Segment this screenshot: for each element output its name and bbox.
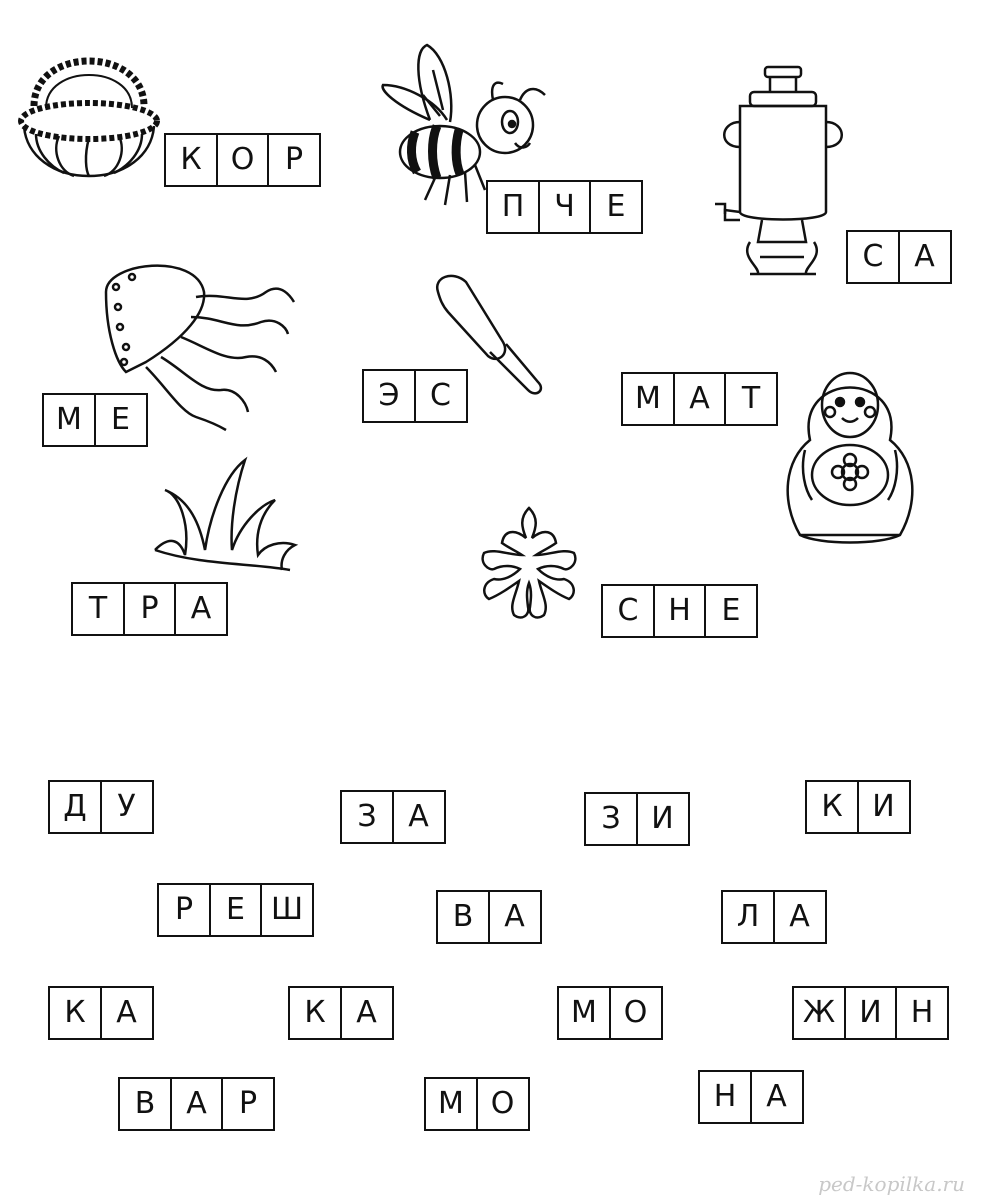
letter-tile: Ш — [260, 883, 314, 937]
syllable-tiles — [48, 986, 154, 1040]
word-start-tiles — [486, 180, 643, 234]
letter-tile: И — [844, 986, 898, 1040]
letter-tile: Н — [698, 1070, 752, 1124]
letter-tile: Р — [221, 1077, 275, 1131]
letter-tile: Д — [48, 780, 102, 834]
syllable-tiles — [424, 1077, 530, 1131]
letter-tile: А — [673, 372, 727, 426]
letter-tile: М — [424, 1077, 478, 1131]
syllable-tiles — [118, 1077, 275, 1131]
samovar-icon — [710, 62, 860, 277]
syllable-tiles — [288, 986, 394, 1040]
letter-tile: Т — [724, 372, 778, 426]
letter-tile: П — [486, 180, 540, 234]
letter-tile: К — [48, 986, 102, 1040]
letter-tile: С — [414, 369, 468, 423]
letter-tile: А — [170, 1077, 224, 1131]
letter-tile: О — [609, 986, 663, 1040]
letter-tile: К — [164, 133, 218, 187]
letter-tile: В — [118, 1077, 172, 1131]
letter-tile: С — [601, 584, 655, 638]
letter-tile: Е — [589, 180, 643, 234]
letter-tile: А — [898, 230, 952, 284]
word-start-tiles — [164, 133, 321, 187]
syllable-tiles — [584, 792, 690, 846]
letter-tile: К — [805, 780, 859, 834]
letter-tile: О — [216, 133, 270, 187]
syllable-tiles — [557, 986, 663, 1040]
letter-tile: К — [288, 986, 342, 1040]
letter-tile: Р — [157, 883, 211, 937]
grass-icon — [150, 455, 300, 575]
letter-tile: Э — [362, 369, 416, 423]
syllable-tiles — [792, 986, 949, 1040]
letter-tile: Л — [721, 890, 775, 944]
syllable-tiles — [805, 780, 911, 834]
letter-tile: А — [100, 986, 154, 1040]
syllable-tiles — [340, 790, 446, 844]
watermark: ped-kopilka.ru — [818, 1172, 965, 1196]
matryoshka-icon — [780, 350, 920, 545]
letter-tile: И — [857, 780, 911, 834]
basket-icon — [14, 26, 164, 186]
letter-tile: А — [340, 986, 394, 1040]
syllable-tiles — [157, 883, 314, 937]
letter-tile: А — [488, 890, 542, 944]
letter-tile: Е — [94, 393, 148, 447]
word-start-tiles — [621, 372, 778, 426]
letter-tile: З — [340, 790, 394, 844]
letter-tile: А — [392, 790, 446, 844]
word-start-tiles — [601, 584, 758, 638]
letter-tile: М — [621, 372, 675, 426]
letter-tile: Н — [895, 986, 949, 1040]
word-start-tiles — [362, 369, 468, 423]
letter-tile: Ч — [538, 180, 592, 234]
letter-tile: О — [476, 1077, 530, 1131]
syllable-tiles — [721, 890, 827, 944]
letter-tile: В — [436, 890, 490, 944]
letter-tile: У — [100, 780, 154, 834]
syllable-tiles — [436, 890, 542, 944]
letter-tile: З — [584, 792, 638, 846]
letter-tile: М — [557, 986, 611, 1040]
letter-tile: Р — [267, 133, 321, 187]
word-start-tiles — [42, 393, 148, 447]
letter-tile: А — [174, 582, 228, 636]
letter-tile: А — [773, 890, 827, 944]
letter-tile: Е — [704, 584, 758, 638]
letter-tile: М — [42, 393, 96, 447]
letter-tile: С — [846, 230, 900, 284]
letter-tile: Ж — [792, 986, 846, 1040]
word-start-tiles — [71, 582, 228, 636]
syllable-tiles — [698, 1070, 804, 1124]
word-start-tiles — [846, 230, 952, 284]
snowflake-icon — [464, 503, 594, 643]
syllable-tiles — [48, 780, 154, 834]
letter-tile: Р — [123, 582, 177, 636]
letter-tile: Т — [71, 582, 125, 636]
letter-tile: А — [750, 1070, 804, 1124]
letter-tile: И — [636, 792, 690, 846]
letter-tile: Е — [209, 883, 263, 937]
letter-tile: Н — [653, 584, 707, 638]
